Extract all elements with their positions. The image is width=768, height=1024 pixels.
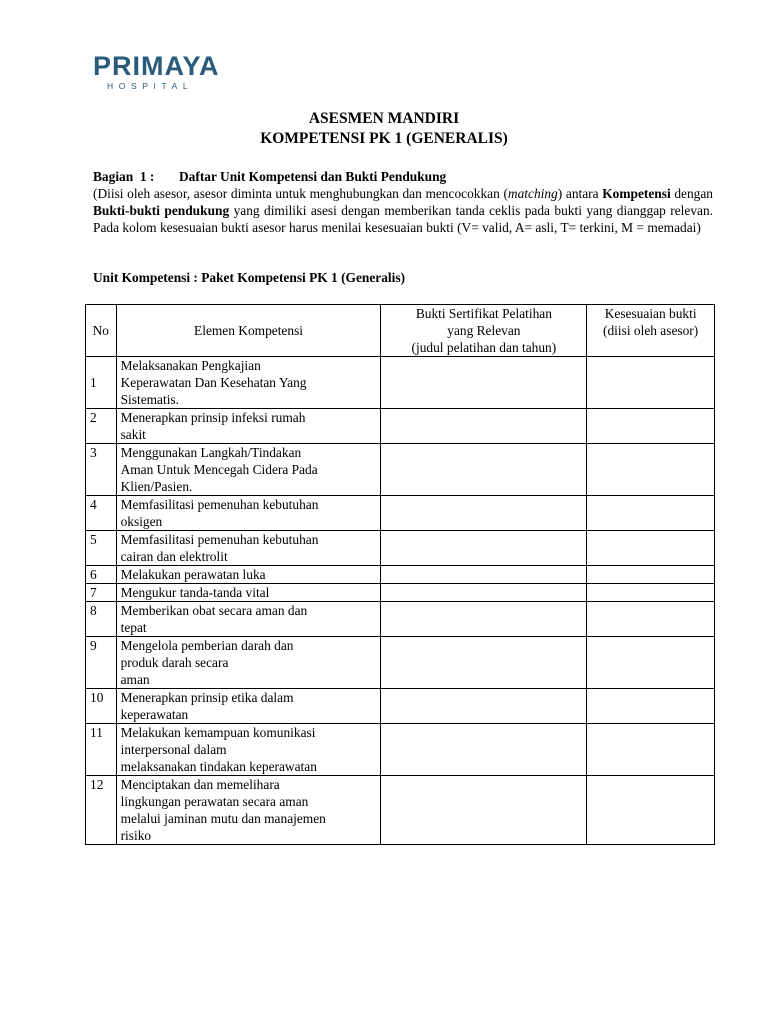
table-row bbox=[86, 357, 715, 409]
row-elemen: Menggunakan Langkah/Tindakan Aman Untuk Mencegah Cidera Pada Klien/Pasien. bbox=[116, 444, 381, 496]
header-bukti: Bukti Sertifikat Pelatihan yang Relevan (judul pelatihan dan tahun) bbox=[381, 305, 587, 357]
table-row bbox=[86, 496, 715, 531]
hospital-logo bbox=[93, 52, 223, 92]
row-number: 1 bbox=[86, 357, 117, 409]
row-elemen: Melaksanakan Pengkajian Keperawatan Dan Kesehatan Yang Sistematis. bbox=[116, 357, 381, 409]
header-no: No bbox=[86, 305, 117, 357]
row-kesesuaian-cell[interactable] bbox=[587, 602, 715, 637]
row-elemen: Memfasilitasi pemenuhan kebutuhan cairan dan elektrolit bbox=[116, 531, 381, 566]
row-number: 5 bbox=[86, 531, 117, 566]
table-row bbox=[86, 724, 715, 776]
row-number: 12 bbox=[86, 776, 117, 845]
row-bukti-cell[interactable] bbox=[381, 496, 587, 531]
table-row bbox=[86, 637, 715, 689]
table-row bbox=[86, 584, 715, 602]
table-row bbox=[86, 531, 715, 566]
header-elemen: Elemen Kompetensi bbox=[116, 305, 381, 357]
table-row bbox=[86, 409, 715, 444]
table-body bbox=[86, 357, 715, 845]
desc-italic: matching bbox=[507, 186, 558, 201]
section-title: Daftar Unit Kompetensi dan Bukti Pendukung bbox=[179, 169, 447, 184]
row-bukti-cell[interactable] bbox=[381, 724, 587, 776]
row-number: 11 bbox=[86, 724, 117, 776]
row-bukti-cell[interactable] bbox=[381, 637, 587, 689]
row-kesesuaian-cell[interactable] bbox=[587, 444, 715, 496]
row-bukti-cell[interactable] bbox=[381, 602, 587, 637]
table-row bbox=[86, 566, 715, 584]
row-bukti-cell[interactable] bbox=[381, 584, 587, 602]
header-kesesuaian: Kesesuaian bukti (diisi oleh asesor) bbox=[587, 305, 715, 357]
logo-name: PRIMAYA bbox=[93, 51, 220, 81]
row-bukti-cell[interactable] bbox=[381, 444, 587, 496]
section-heading bbox=[93, 168, 713, 185]
row-number: 9 bbox=[86, 637, 117, 689]
row-kesesuaian-cell[interactable] bbox=[587, 409, 715, 444]
row-elemen: Menerapkan prinsip etika dalam keperawatan bbox=[116, 689, 381, 724]
section-label: Bagian 1 : bbox=[93, 169, 155, 184]
row-bukti-cell[interactable] bbox=[381, 689, 587, 724]
document-subtitle: KOMPETENSI PK 1 (GENERALIS) bbox=[260, 130, 508, 147]
table-row bbox=[86, 602, 715, 637]
row-number: 2 bbox=[86, 409, 117, 444]
row-kesesuaian-cell[interactable] bbox=[587, 724, 715, 776]
row-kesesuaian-cell[interactable] bbox=[587, 689, 715, 724]
section-description bbox=[93, 185, 713, 236]
row-kesesuaian-cell[interactable] bbox=[587, 496, 715, 531]
row-bukti-cell[interactable] bbox=[381, 409, 587, 444]
row-elemen: Mengelola pemberian darah dan produk darah secara aman bbox=[116, 637, 381, 689]
desc-text-4: yang dimiliki asesi dengan memberikan tanda ceklis pada bukti yang dianggap relevan. Pada kolom kesesuaian bukti asesor harus menilai kesesuaian bukti (V= valid, A= asli, T= terkini, M = memadai) bbox=[93, 203, 713, 235]
row-number: 8 bbox=[86, 602, 117, 637]
desc-text-3: dengan bbox=[670, 186, 713, 201]
desc-text-2: ) antara bbox=[557, 186, 603, 201]
row-kesesuaian-cell[interactable] bbox=[587, 566, 715, 584]
row-elemen: Memfasilitasi pemenuhan kebutuhan oksigen bbox=[116, 496, 381, 531]
logo-subtitle: HOSPITAL bbox=[107, 81, 194, 91]
table-row bbox=[86, 776, 715, 845]
row-number: 6 bbox=[86, 566, 117, 584]
row-number: 4 bbox=[86, 496, 117, 531]
row-kesesuaian-cell[interactable] bbox=[587, 776, 715, 845]
row-kesesuaian-cell[interactable] bbox=[587, 531, 715, 566]
row-elemen: Melakukan perawatan luka bbox=[116, 566, 381, 584]
row-number: 3 bbox=[86, 444, 117, 496]
row-elemen: Mengukur tanda-tanda vital bbox=[116, 584, 381, 602]
row-elemen: Menerapkan prinsip infeksi rumah sakit bbox=[116, 409, 381, 444]
row-kesesuaian-cell[interactable] bbox=[587, 584, 715, 602]
row-elemen: Melakukan kemampuan komunikasi interpersonal dalam melaksanakan tindakan keperawatan bbox=[116, 724, 381, 776]
table-row bbox=[86, 444, 715, 496]
competency-table bbox=[85, 304, 715, 845]
row-bukti-cell[interactable] bbox=[381, 776, 587, 845]
row-kesesuaian-cell[interactable] bbox=[587, 357, 715, 409]
row-bukti-cell[interactable] bbox=[381, 357, 587, 409]
row-number: 10 bbox=[86, 689, 117, 724]
table-header-row bbox=[86, 305, 715, 357]
row-number: 7 bbox=[86, 584, 117, 602]
row-bukti-cell[interactable] bbox=[381, 566, 587, 584]
unit-heading: Unit Kompetensi : Paket Kompetensi PK 1 (Generalis) bbox=[93, 270, 406, 285]
desc-text-1: (Diisi oleh asesor, asesor diminta untuk menghubungkan dan mencocokkan ( bbox=[93, 186, 508, 201]
table-row bbox=[86, 689, 715, 724]
row-elemen: Menciptakan dan memelihara lingkungan perawatan secara aman melalui jaminan mutu dan manajemen risiko bbox=[116, 776, 381, 845]
row-elemen: Memberikan obat secara aman dan tepat bbox=[116, 602, 381, 637]
desc-bold-2: Bukti-bukti pendukung bbox=[93, 203, 230, 218]
row-kesesuaian-cell[interactable] bbox=[587, 637, 715, 689]
row-bukti-cell[interactable] bbox=[381, 531, 587, 566]
document-title: ASESMEN MANDIRI bbox=[308, 110, 460, 127]
desc-bold-1: Kompetensi bbox=[602, 186, 671, 201]
